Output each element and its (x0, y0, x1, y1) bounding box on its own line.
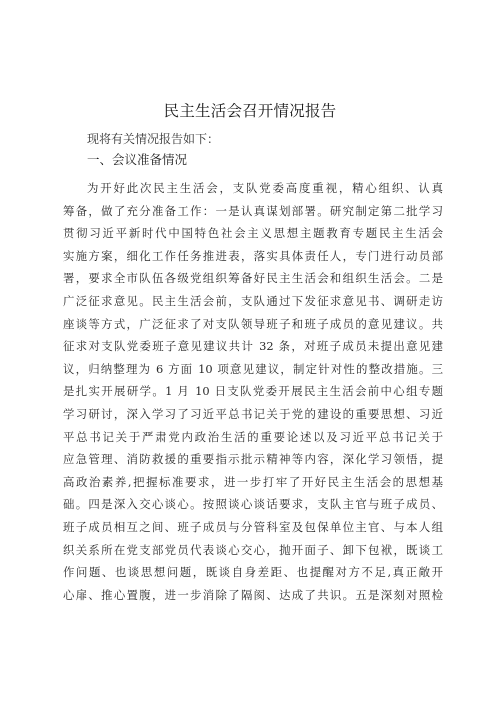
body-line: 应急管理、消防救援的重要指示批示精神等内容，深化学习领悟，提 (63, 452, 443, 467)
section-heading: 一、会议准备情况 (87, 152, 188, 167)
body-line: 署，要求全市队伍各级党组织筹备好民主生活会和组织生活会。二是 (63, 271, 443, 286)
body-line: 心扉、推心置腹，进一步消除了隔阂、达成了共识。五是深刻对照检 (63, 587, 443, 602)
body-line: 为开好此次民主生活会，支队党委高度重视，精心组织、认真 (87, 181, 443, 195)
body-line: 座谈等方式，广泛征求了对支队领导班子和班子成员的意见建议。共 (63, 316, 443, 331)
body-line: 学习研讨，深入学习了习近平总书记关于党的建设的重要思想、习近 (63, 406, 443, 421)
body-line: 筹备，做了充分准备工作：一是认真谋划部署。研究制定第二批学习 (63, 203, 443, 218)
body-line: 平总书记关于严肃党内政治生活的重要论述以及习近平总书记关于 (63, 429, 443, 444)
body-line: 议，归纳整理为 6 方面 10 项意见建议，制定针对性的整改措施。三 (63, 361, 443, 376)
intro-paragraph: 现将有关情况报告如下： (87, 132, 220, 146)
body-line: 征求对支队党委班子意见建议共计 32 条，对班子成员未提出意见建 (63, 339, 443, 354)
body-line: 高政治素养,把握标准要求，进一步打牢了开好民主生活会的思想基 (63, 474, 443, 489)
body-line: 班子成员相互之间、班子成员与分管科室及包保单位主官、与本人组 (63, 519, 443, 534)
document-title: 民主生活会召开情况报告 (163, 102, 337, 120)
body-line: 础。四是深入交心谈心。按照谈心谈话要求，支队主官与班子成员、 (63, 497, 443, 512)
body-line: 作问题、也谈思想问题，既谈自身差距、也提醒对方不足,真正敞开 (63, 565, 443, 580)
body-line: 是扎实开展研学。1 月 10 日支队党委开展民主生活会前中心组专题 (63, 384, 443, 399)
body-line: 广泛征求意见。民主生活会前，支队通过下发征求意见书、调研走访 (63, 293, 443, 308)
section-body (63, 177, 443, 606)
body-line: 实施方案，细化工作任务推进表，落实具体责任人，专门进行动员部 (63, 248, 443, 263)
body-line: 织关系所在党支部党员代表谈心交心，抛开面子、卸下包袱，既谈工 (63, 542, 443, 557)
body-line: 贯彻习近平新时代中国特色社会主义思想主题教育专题民主生活会 (63, 226, 443, 241)
